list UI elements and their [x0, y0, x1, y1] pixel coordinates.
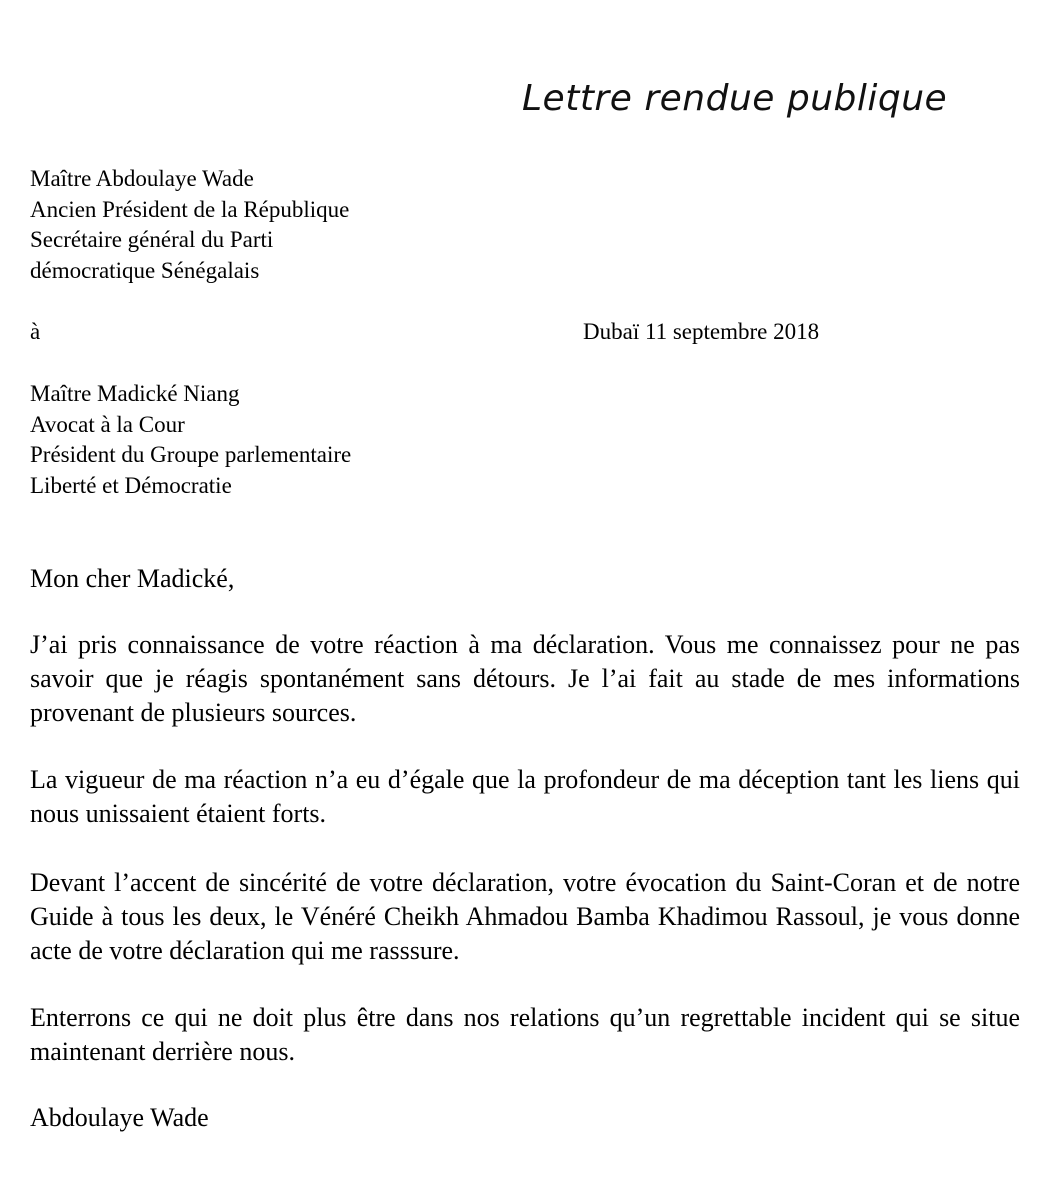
- letter-date: Dubaï 11 septembre 2018: [583, 319, 820, 344]
- paragraph-text: La vigueur de ma réaction n’a eu d’égale que la profondeur de ma déception tant les liens qui nous unissaient étaient forts.: [30, 765, 1020, 828]
- letter-title: Lettre rendue publique: [522, 78, 948, 119]
- recipient-line: Maître Madické Niang: [30, 381, 240, 406]
- paragraph: [30, 763, 1020, 831]
- recipient-line: Président du Groupe parlementaire: [30, 442, 352, 467]
- recipient-block: [30, 379, 351, 501]
- paragraph-text: Devant l’accent de sincérité de votre déclaration, votre évocation du Saint-Coran et de notre Guide à tous les deux, le Vénéré Cheikh Ahmadou Bamba Khadimou Rassoul, je vous donne acte de votre déclaration qui me rasssure.: [30, 868, 1020, 965]
- paragraph: [30, 1001, 1020, 1069]
- sender-line: Maître Abdoulaye Wade: [30, 166, 254, 191]
- sender-block: [30, 164, 349, 286]
- recipient-line: Liberté et Démocratie: [30, 472, 232, 498]
- salutation: Mon cher Madické,: [30, 564, 235, 593]
- sender-line: Ancien Président de la République: [30, 196, 350, 222]
- sender-line: Secrétaire général du Parti: [30, 227, 274, 252]
- paragraph: [30, 866, 1020, 968]
- recipient-line: Avocat à la Cour: [30, 411, 185, 437]
- paragraph-text: J’ai pris connaissance de votre réaction à ma déclaration. Vous me connaissez pour ne pas savoir que je réagis spontanément sans détours. Je l’ai fait au stade de mes informations provenant de plusieurs sources.: [30, 630, 1020, 727]
- signature: Abdoulaye Wade: [30, 1103, 209, 1132]
- to-word: à: [30, 319, 41, 344]
- sender-line: démocratique Sénégalais: [30, 257, 260, 283]
- paragraph-text: Enterrons ce qui ne doit plus être dans nos relations qu’un regrettable incident qui se situe maintenant derrière nous.: [30, 1003, 1020, 1066]
- paragraph: [30, 628, 1020, 730]
